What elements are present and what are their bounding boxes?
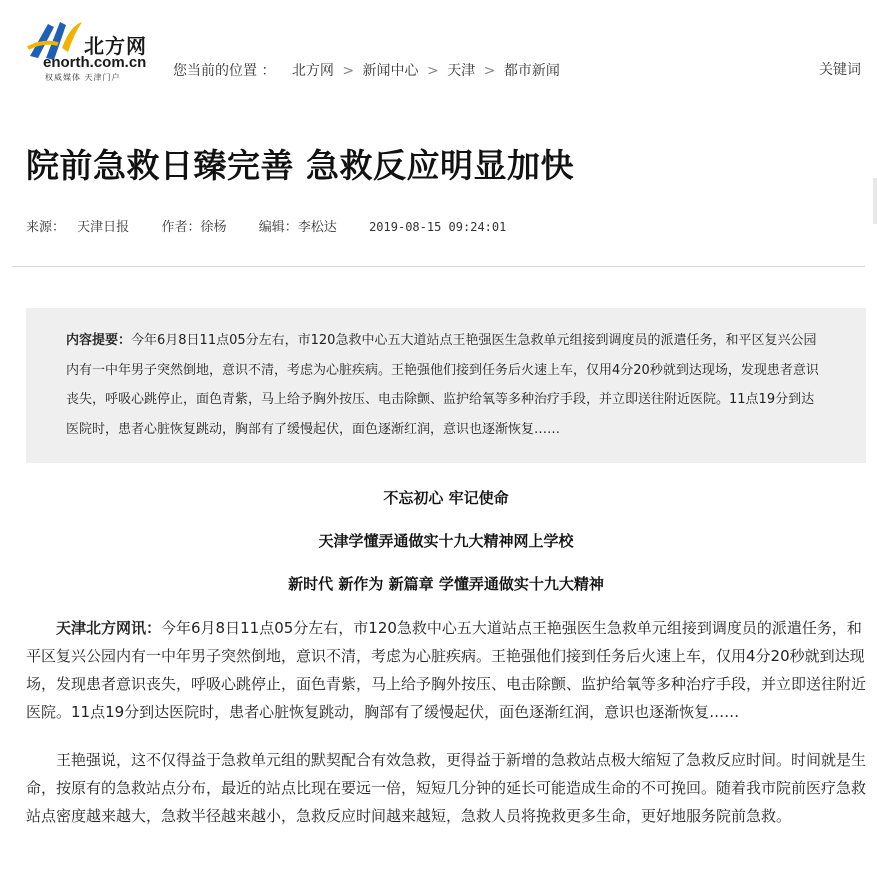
article-title: 院前急救日臻完善 急救反应明显加快 (26, 146, 574, 185)
breadcrumb-item-city-news[interactable]: 都市新闻 (503, 63, 560, 79)
paragraph-text: 今年6月8日11点05分左右，市120急救中心五大道站点王艳强医生急救单元组接到调度员的派遣任务，和平区复兴公园内有一中年男子突然倒地，意识不清，考虑为心脏疾病。王艳强他们接到任务后火速上车，仅用4分20秒就到达现场，发现患者意识丧失，呼吸心跳停止，面色青紫，马上给予胸外按压、电击除颤、监护给氧等多种治疗手段，并立即送往附近医院。11点19分到达医院时，患者心脏恢复跳动，胸部有了缓慢起伏，面色逐渐红润，意识也逐渐恢复…… (26, 619, 867, 721)
logo-tagline: 权威媒体 天津门户 (45, 73, 121, 82)
logo-domain-text: enorth.com.cn (43, 54, 147, 71)
breadcrumb-item-news-center[interactable]: 新闻中心 (362, 63, 419, 79)
summary-label: 内容提要： (66, 333, 132, 348)
site-logo[interactable] (26, 18, 166, 88)
source-label: 来源： (26, 220, 66, 235)
header-divider (12, 266, 865, 267)
author-value: 徐杨 (200, 220, 227, 235)
source-value[interactable]: 天津日报 (77, 220, 130, 235)
logo-cn-text: 北方网 (84, 34, 147, 58)
site-header (0, 0, 877, 110)
breadcrumb-separator: > (342, 63, 355, 79)
keyword-link[interactable]: 关键词 (819, 62, 861, 78)
publish-datetime: 2019-08-15 09:24:01 (369, 220, 507, 234)
subheads (26, 484, 866, 613)
paragraph-lead: 天津北方网讯： (56, 619, 162, 637)
subhead-3: 新时代 新作为 新篇章 学懂弄通做实十九大精神 (288, 575, 604, 593)
breadcrumb-separator: > (427, 63, 439, 79)
breadcrumb (173, 60, 560, 80)
breadcrumb-prefix: 您当前的位置 ： (173, 63, 276, 79)
body-paragraph (26, 614, 866, 726)
subhead-2: 天津学懂弄通做实十九大精神网上学校 (318, 532, 574, 550)
editor-label: 编辑： (258, 220, 298, 235)
author-label: 作者： (161, 220, 201, 235)
breadcrumb-item-home[interactable]: 北方网 (291, 63, 334, 79)
summary-text: 今年6月8日11点05分左右，市120急救中心五大道站点王艳强医生急救单元组接到调度员的派遣任务，和平区复兴公园内有一中年男子突然倒地，意识不清，考虑为心脏疾病。王艳强他们接到任务后火速上车，仅用4分20秒就到达现场，发现患者意识丧失，呼吸心跳停止，面色青紫，马上给予胸外按压、电击除颤、监护给氧等多种治疗手段，并立即送往附近医院。11点19分到达医院时，患者心脏恢复跳动，胸部有了缓慢起伏，面色逐渐红润，意识也逐渐恢复…… (66, 333, 819, 437)
paragraph-text: 王艳强说，这不仅得益于急救单元组的默契配合有效急救，更得益于新增的急救站点极大缩短了急救反应时间。时间就是生命，按原有的急救站点分布，最近的站点比现在要远一倍，短短几分钟的延长可能造成生命的不可挽回。随着我市院前医疗急救站点密度越来越大，急救半径越来越小，急救反应时间越来越短，急救人员将挽救更多生命，更好地服务院前急救。 (26, 751, 867, 825)
side-edge (873, 178, 877, 224)
editor-value: 李松达 (297, 220, 337, 235)
subhead-1: 不忘初心 牢记使命 (383, 489, 509, 507)
breadcrumb-item-tianjin[interactable]: 天津 (447, 63, 476, 79)
article-meta (26, 216, 506, 235)
breadcrumb-separator: > (483, 63, 496, 79)
article-summary (26, 308, 866, 463)
article-body (26, 614, 866, 850)
body-paragraph (26, 746, 866, 830)
